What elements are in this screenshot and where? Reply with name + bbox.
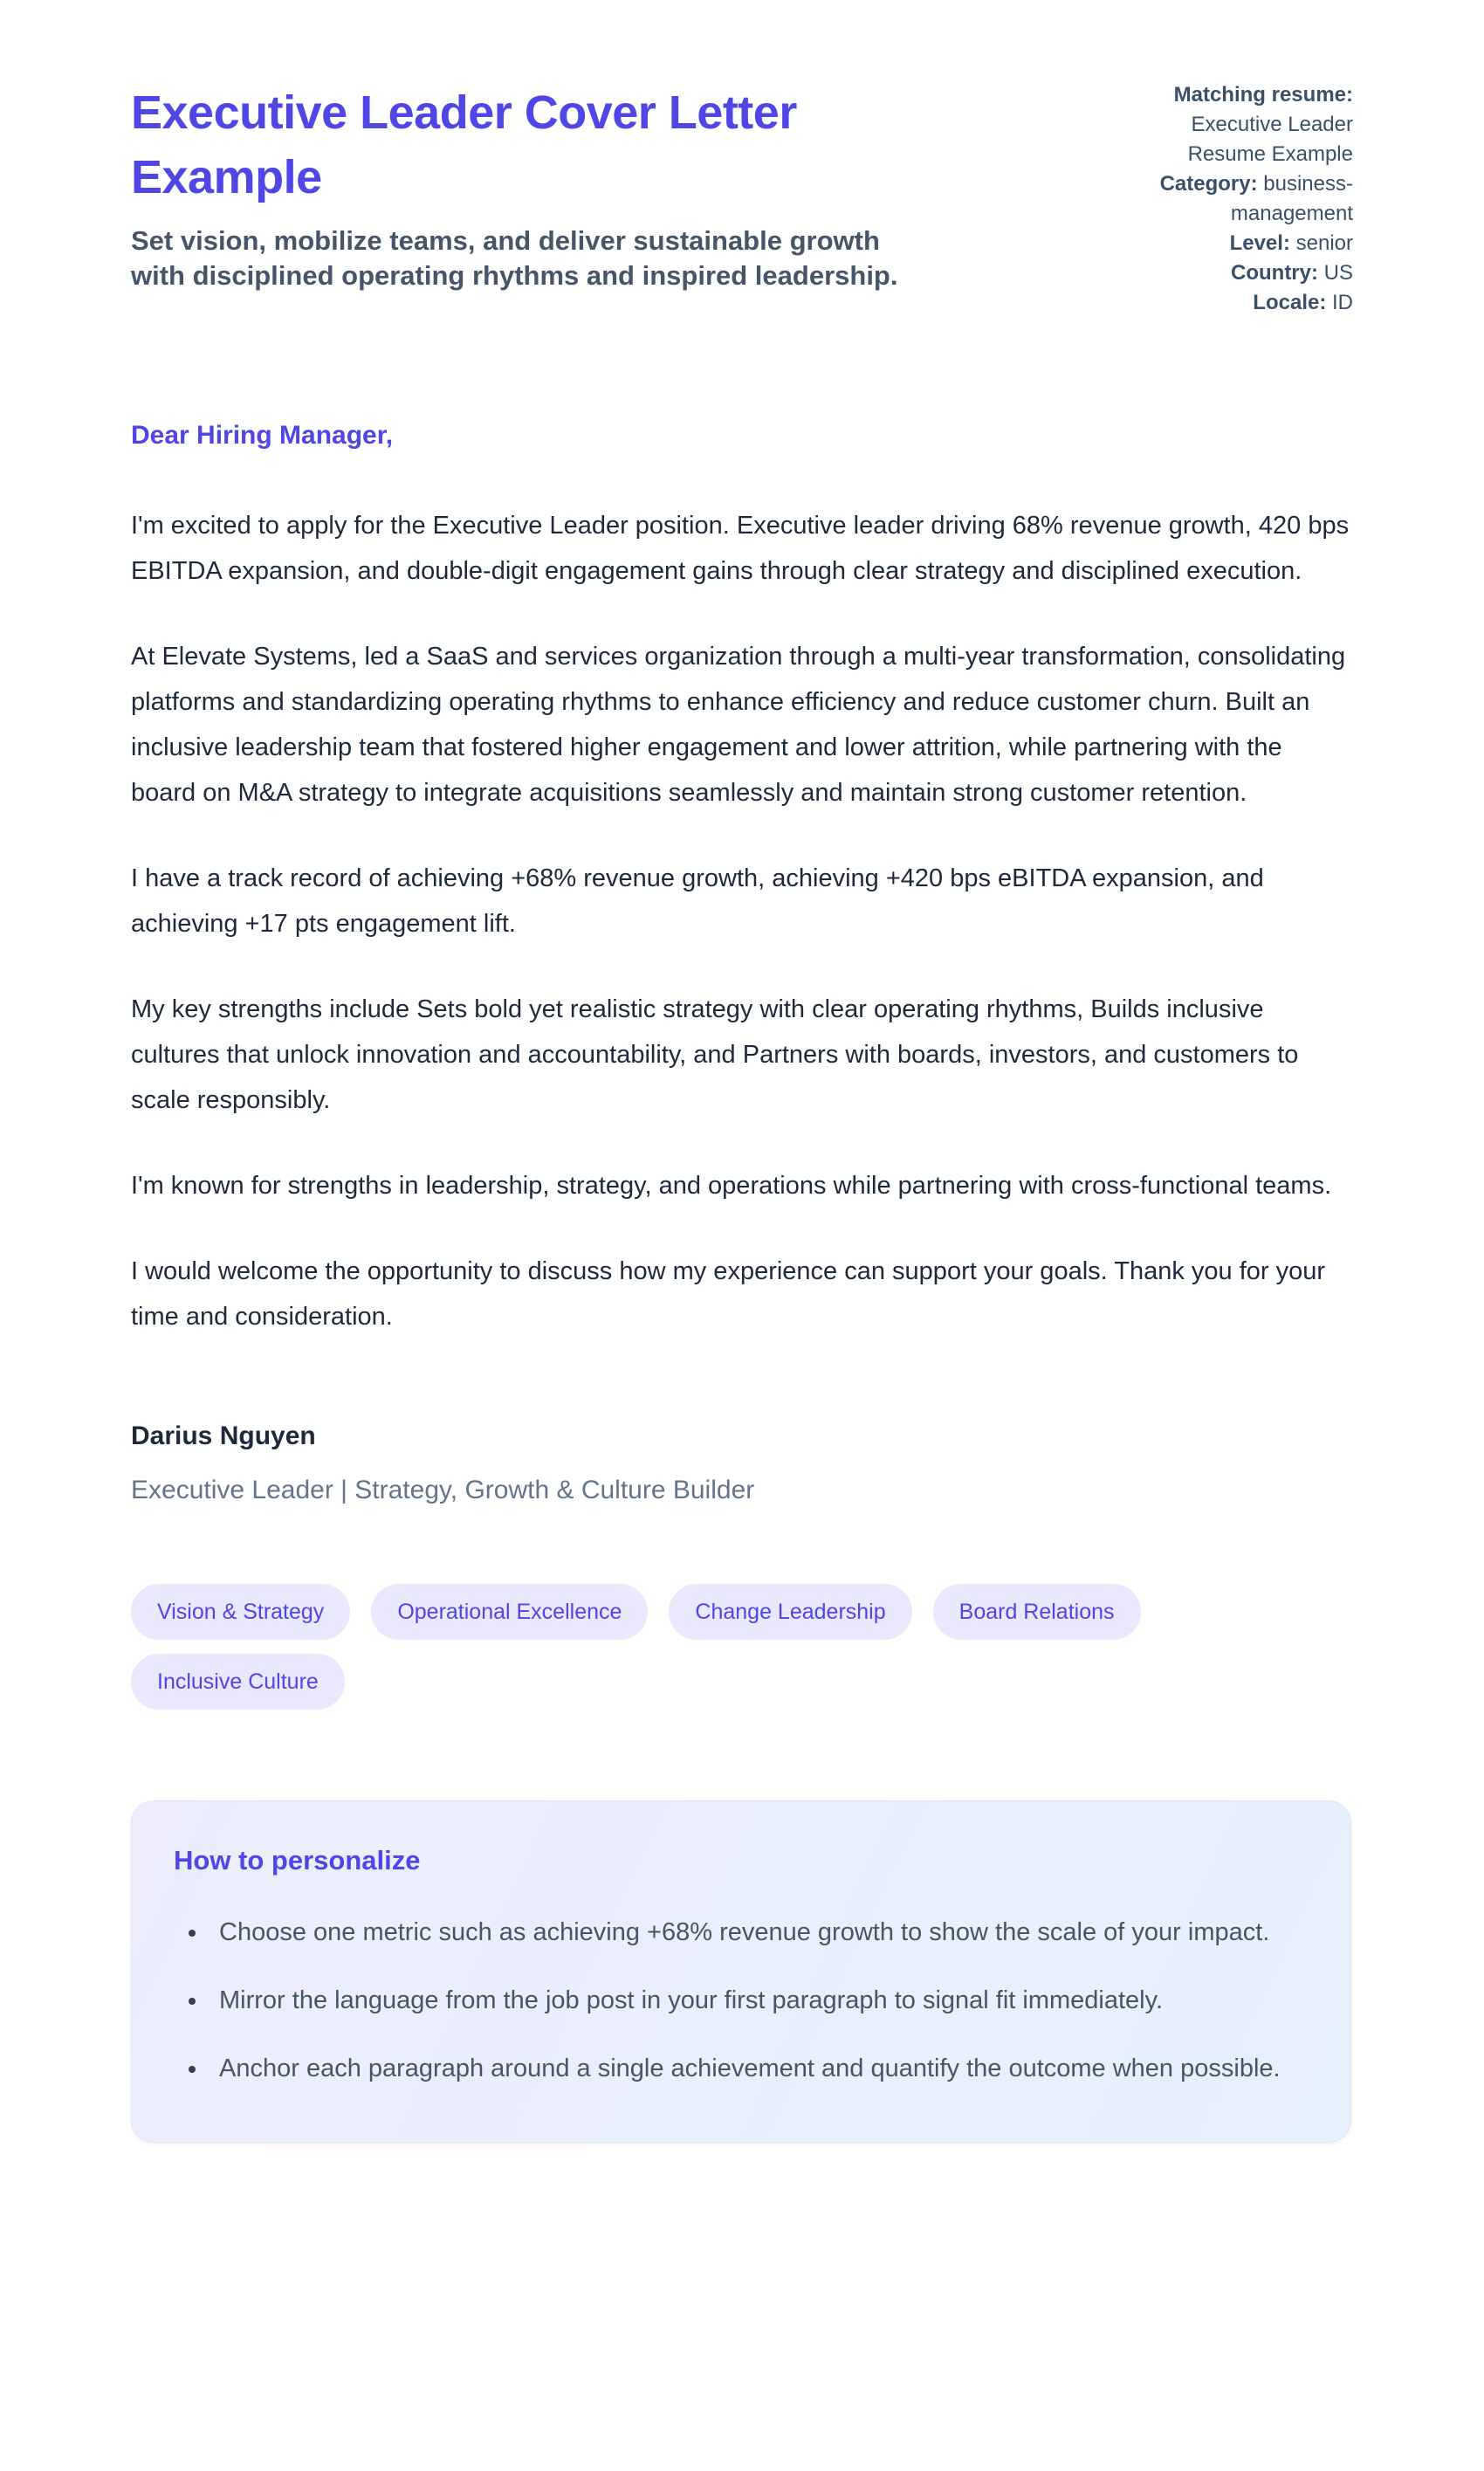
how-to-personalize-box <box>131 1800 1351 2143</box>
letter-greeting: Dear Hiring Manager, <box>131 421 394 450</box>
meta-matching-resume-label: Matching resume: <box>1173 83 1353 107</box>
meta-category-label: Category: <box>1159 172 1258 196</box>
skill-tag: Board Relations <box>933 1584 1141 1640</box>
letter-paragraph: I'm excited to apply for the Executive Leader position. Executive leader driving 68% revenue growth, 420 bps EBITDA expansion, and double-digit engagement gains through clear strategy and disciplined execution. <box>131 512 1350 585</box>
meta-category <box>1116 169 1353 229</box>
signature-block <box>131 1420 1353 1507</box>
letter-paragraph: I have a track record of achieving +68% revenue growth, achieving +420 bps eBITDA expansion, and achieving +17 pts engagement lift. <box>131 864 1264 938</box>
meta-matching-resume-value: Executive Leader Resume Example <box>1187 113 1353 166</box>
skill-tag: Operational Excellence <box>371 1584 648 1640</box>
meta-locale-value: ID <box>1332 291 1353 314</box>
meta-country-value: US <box>1323 261 1353 285</box>
skill-tag: Vision & Strategy <box>131 1584 350 1640</box>
tips-heading: How to personalize <box>174 1845 421 1876</box>
signature-name: Darius Nguyen <box>131 1421 316 1450</box>
resume-meta-panel <box>1116 80 1353 318</box>
meta-locale-label: Locale: <box>1253 291 1327 314</box>
letter-paragraph: My key strengths include Sets bold yet realistic strategy with clear operating rhythms, Builds inclusive cultures that unlock innovation and accountability, and Partners with boards, investors, and customers to scale responsibly. <box>131 995 1299 1114</box>
skill-tag: Change Leadership <box>669 1584 911 1640</box>
page-title: Executive Leader Cover Letter Example <box>131 86 797 203</box>
cover-letter-body <box>131 419 1353 1710</box>
letter-paragraph: I would welcome the opportunity to discuss how my experience can support your goals. Thank you for your time and consideration. <box>131 1257 1326 1331</box>
tip-item: • Choose one metric such as achieving +68% revenue growth to show the scale of your impact. <box>209 1910 1305 1955</box>
signature-role: Executive Leader | Strategy, Growth & Culture Builder <box>131 1476 755 1504</box>
header-title-block <box>131 80 1081 293</box>
meta-locale <box>1116 288 1353 318</box>
page-subtitle: Set vision, mobilize teams, and deliver sustainable growth with disciplined operating rhythms and inspired leadership. <box>131 225 898 291</box>
letter-paragraph: At Elevate Systems, led a SaaS and services organization through a multi-year transformation, consolidating platforms and standardizing operating rhythms to enhance efficiency and reduce customer churn. Built an inclusive leadership team that fostered higher engagement and lower attrition, while partnering with the board on M&A strategy to integrate acquisitions seamlessly and maintain strong customer retention. <box>131 643 1346 807</box>
meta-matching-resume <box>1116 80 1353 169</box>
meta-level <box>1116 229 1353 258</box>
skill-tag: Inclusive Culture <box>131 1654 345 1710</box>
tip-item: • Anchor each paragraph around a single achievement and quantify the outcome when possible. <box>209 2046 1305 2091</box>
tips-list <box>174 1910 1305 2091</box>
meta-country <box>1116 258 1353 288</box>
meta-category-value: business-management <box>1230 172 1353 225</box>
letter-paragraph: I'm known for strengths in leadership, strategy, and operations while partnering with cross-functional teams. <box>131 1172 1332 1200</box>
tip-item: • Mirror the language from the job post in your first paragraph to signal fit immediately. <box>209 1978 1305 2023</box>
page-header <box>131 80 1353 318</box>
meta-country-label: Country: <box>1231 261 1318 285</box>
skill-tag-list <box>131 1584 1353 1710</box>
meta-level-value: senior <box>1295 231 1353 255</box>
meta-level-label: Level: <box>1229 231 1290 255</box>
